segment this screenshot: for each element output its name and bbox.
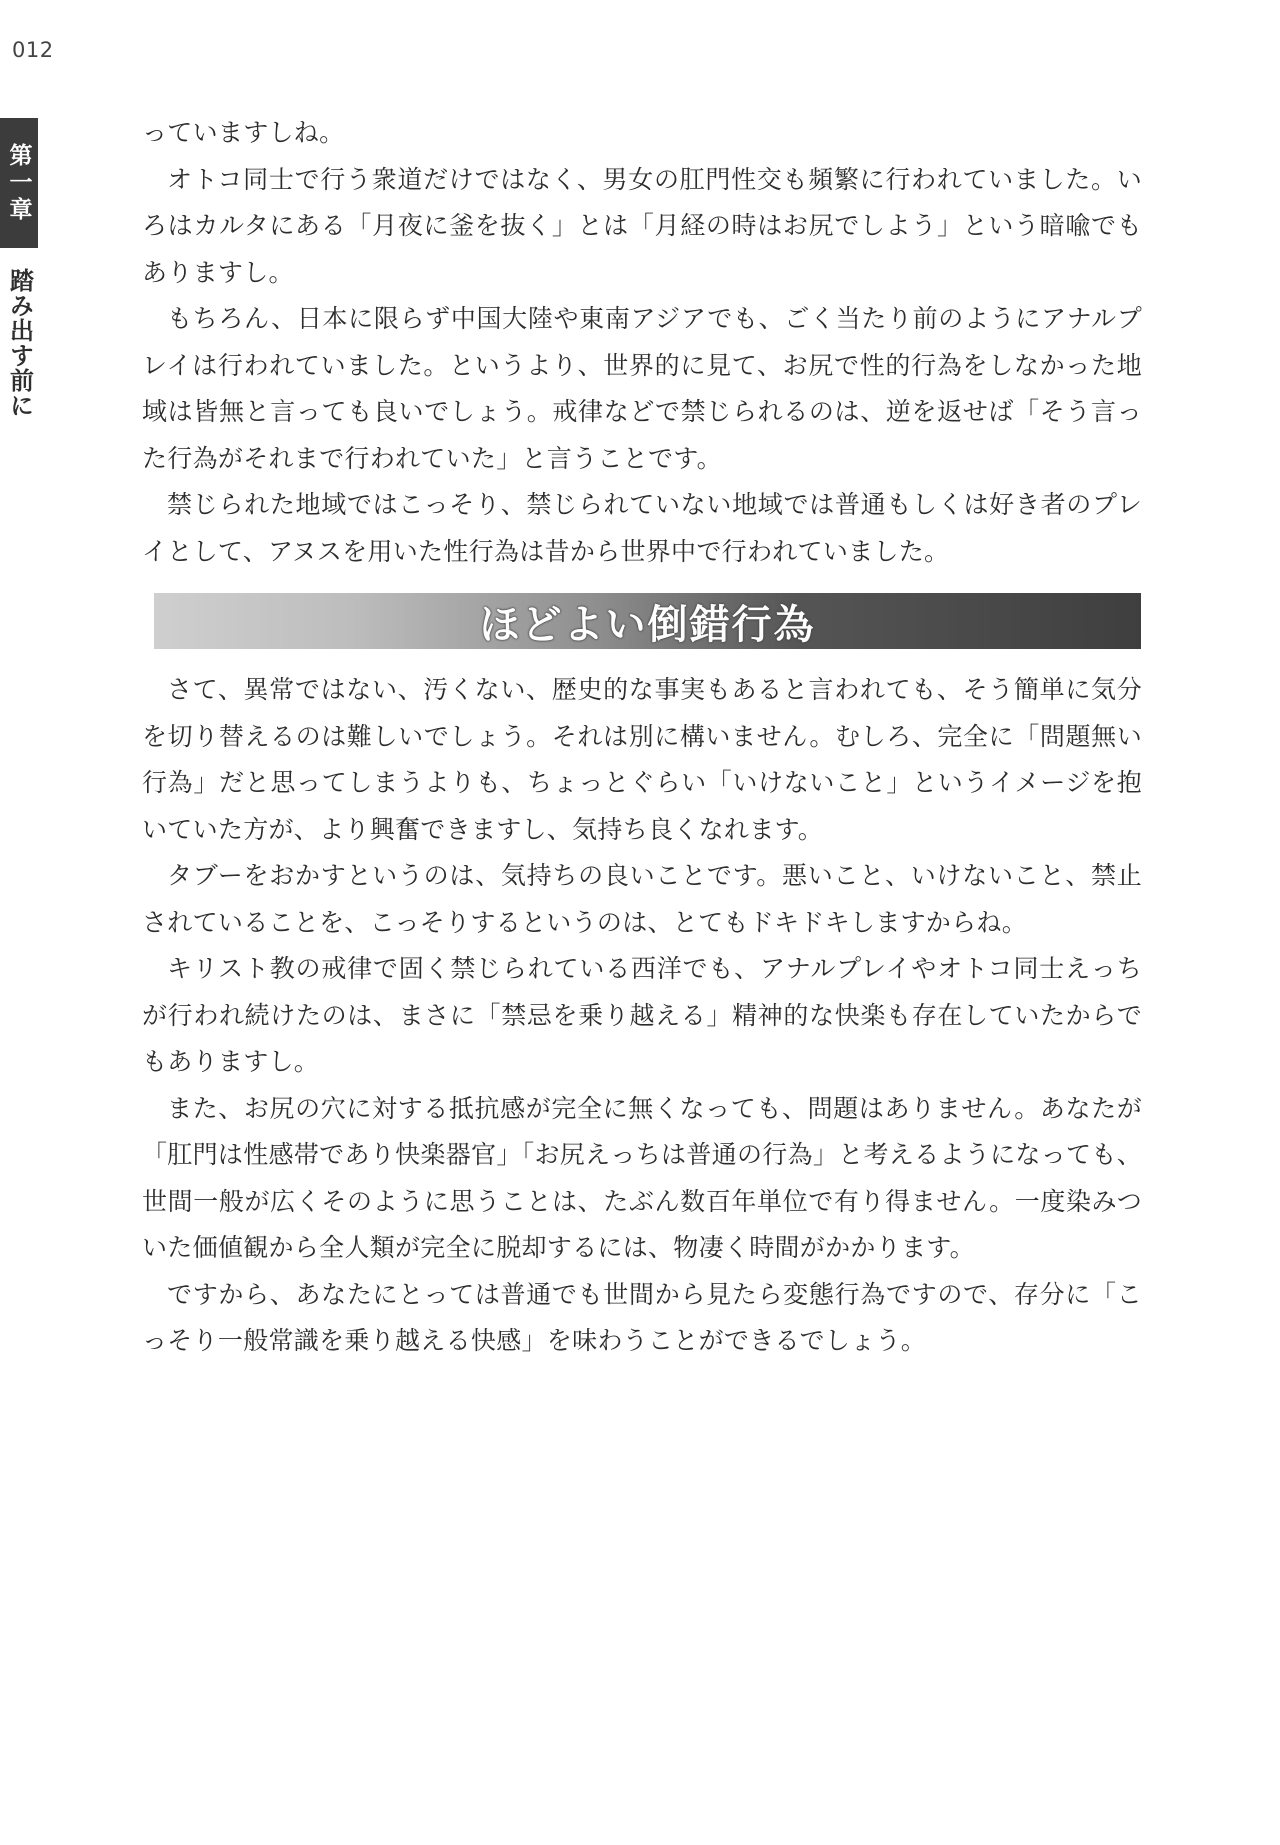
page-content [142,110,1142,1365]
paragraph: キリスト教の戒律で固く禁じられている西洋でも、アナルプレイやオトコ同士えっちが行われ続けたのは、まさに「禁忌を乗り越える」精神的な快楽も存在していたからでもありますし。 [142,954,1142,1076]
chapter-tab [0,118,38,248]
paragraph: もちろん、日本に限らず中国大陸や東南アジアでも、ごく当たり前のようにアナルプレイは行われていました。というより、世界的に見て、お尻で性的行為をしなかった地域は皆無と言っても良いでしょう。戒律などで禁じられるのは、逆を返せば「そう言った行為がそれまで行われていた」と言うことです。 [142,304,1143,473]
paragraph: また、お尻の穴に対する抵抗感が完全に無くなっても、問題はありません。あなたが「肛門は性感帯であり快楽器官」「お尻えっちは普通の行為」と考えるようになっても、世間一般が広くそのように思うことは、たぶん数百年単位で有り得ません。一度染みついた価値観から全人類が完全に脱却するには、物凄く時間がかかります。 [142,1093,1142,1262]
section-heading-banner [154,593,1141,649]
paragraph: ですから、あなたにとっては普通でも世間から見たら変態行為ですので、存分に「こっそり一般常識を乗り越える快感」を味わうことができるでしょう。 [142,1279,1142,1355]
paragraph: っていますしね。 [142,118,345,147]
paragraph: オトコ同士で行う衆道だけではなく、男女の肛門性交も頻繁に行われていました。いろはカルタにある「月夜に釜を抜く」とは「月経の時はお尻でしよう」という暗喩でもありますし。 [142,164,1142,287]
paragraph: さて、異常ではない、汚くない、歴史的な事実もあると言われても、そう簡単に気分を切り替えるのは難しいでしょう。それは別に構いません。むしろ、完全に「問題無い行為」だと思ってしまうよりも、ちょっとぐらい「いけないこと」というイメージを抱いていた方が、より興奮できますし、気持ち良くなれます。 [142,675,1143,844]
section-intro [142,110,1142,575]
section-heading: ほどよい倒錯行為 [479,601,816,648]
chapter-subtitle [4,268,36,418]
paragraph: 禁じられた地域ではこっそり、禁じられていない地域では普通もしくは好き者のプレイとして、アヌスを用いた性行為は昔から世界中で行われていました。 [142,490,1142,566]
chapter-subtitle-label: 踏み出す前に [5,268,34,418]
paragraph: タブーをおかすというのは、気持ちの良いことです。悪いこと、いけないこと、禁止されていることを、こっそりするというのは、とてもドキドキしますからね。 [142,861,1142,937]
section-body [142,667,1142,1365]
chapter-tab-label: 第一章 [5,142,32,224]
page-number: 012 [12,38,54,62]
